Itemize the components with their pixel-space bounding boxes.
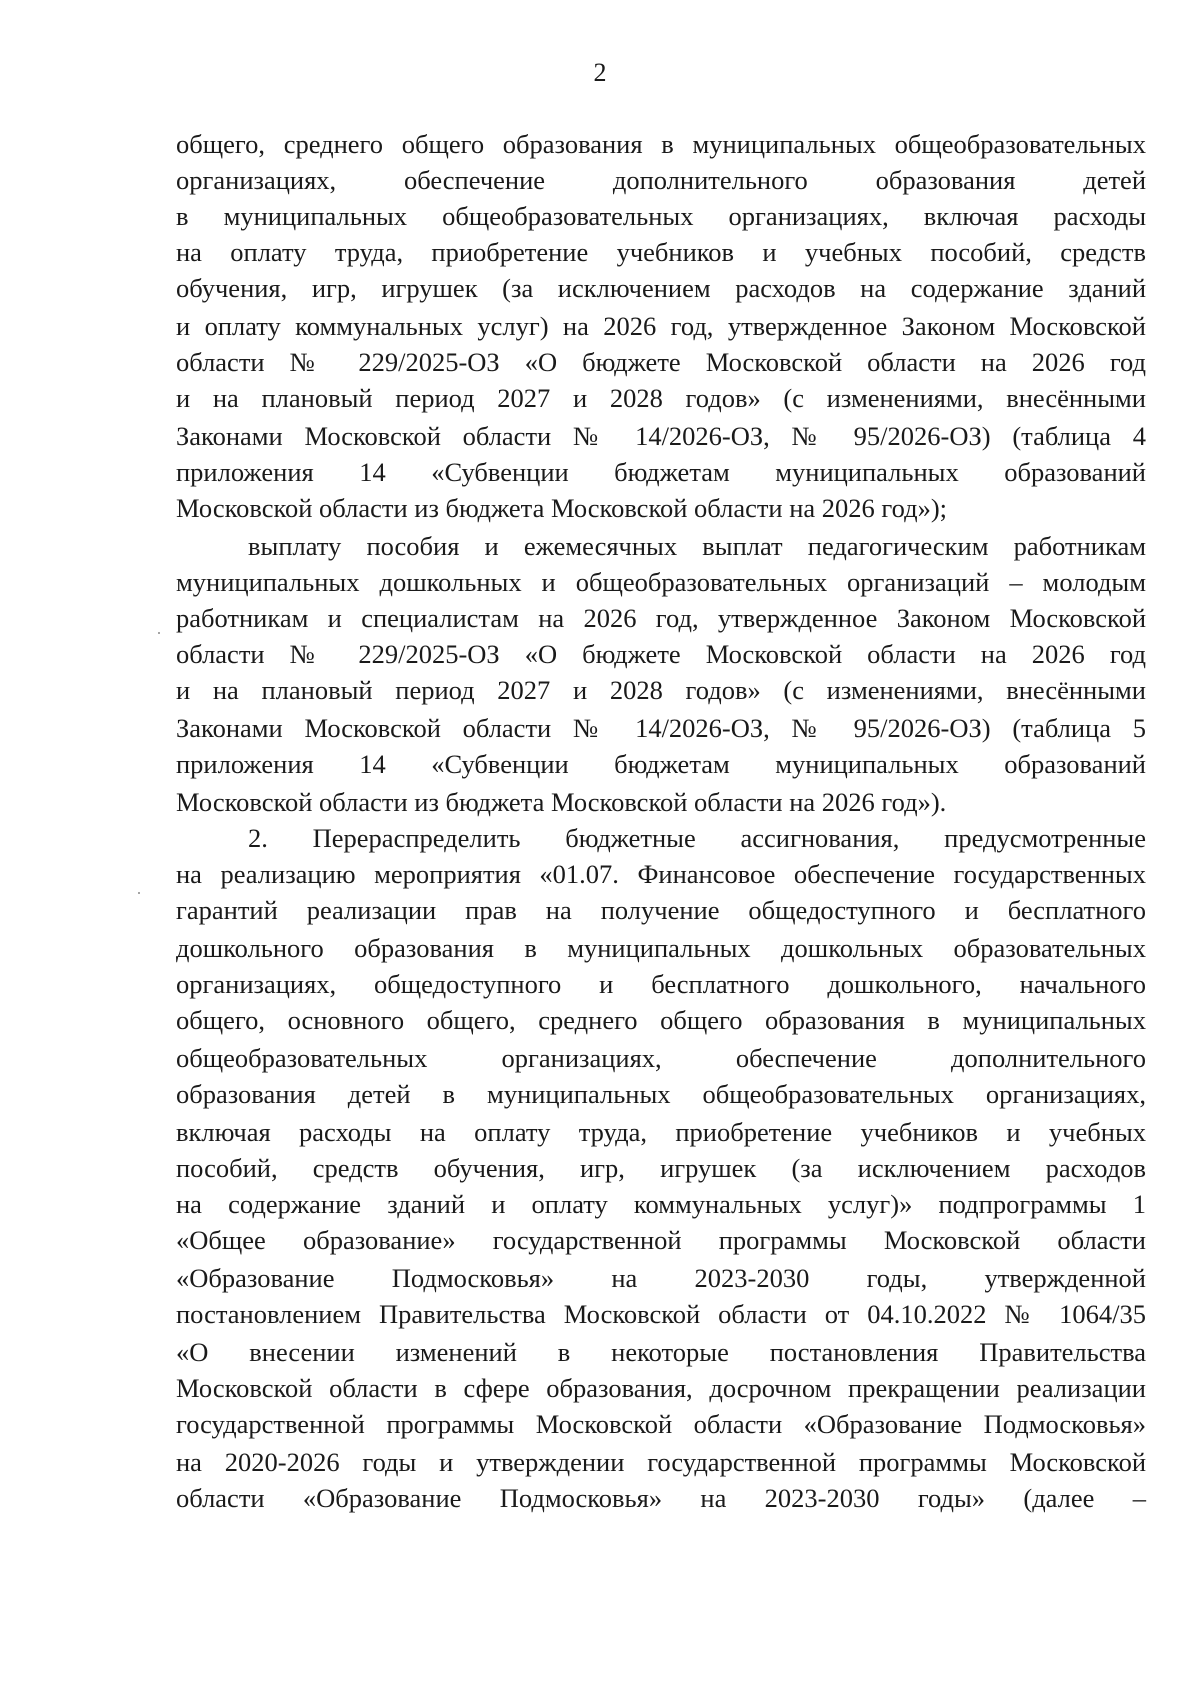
text-line: на реализацию мероприятия «01.07. Финансовое обеспечение государственных (176, 859, 1146, 889)
text-line: 2. Перераспределить бюджетные ассигнования, предусмотренные (248, 823, 1146, 853)
text-line: общего, среднего общего образования в муниципальных общеобразовательных (176, 129, 1146, 159)
text-line: Московской области в сфере образования, досрочном прекращении реализации (176, 1373, 1146, 1403)
text-line: Законами Московской области № 14/2026-ОЗ, № 95/2026-ОЗ) (таблица 5 (176, 713, 1146, 743)
text-line: организациях, общедоступного и бесплатного дошкольного, начального (176, 969, 1146, 999)
text-line: «Общее образование» государственной программы Московской области (176, 1225, 1146, 1255)
text-line: области «Образование Подмосковья» на 2023-2030 годы» (далее – (176, 1483, 1146, 1513)
text-line: общего, основного общего, среднего общего образования в муниципальных (176, 1005, 1146, 1035)
text-line: работникам и специалистам на 2026 год, утвержденное Законом Московской (176, 603, 1146, 633)
text-line: Московской области из бюджета Московской области на 2026 год»); (176, 493, 948, 523)
text-line: Московской области из бюджета Московской области на 2026 год»). (176, 787, 947, 817)
text-line: Законами Московской области № 14/2026-ОЗ, № 95/2026-ОЗ) (таблица 4 (176, 421, 1146, 451)
text-line: включая расходы на оплату труда, приобретение учебников и учебных (176, 1117, 1146, 1147)
text-line: образования детей в муниципальных общеобразовательных организациях, (176, 1079, 1146, 1109)
page-number: 2 (593, 58, 607, 87)
text-line: гарантий реализации прав на получение общедоступного и бесплатного (176, 895, 1146, 925)
text-line: в муниципальных общеобразовательных организациях, включая расходы (176, 201, 1146, 231)
text-line: общеобразовательных организациях, обеспечение дополнительного (176, 1043, 1146, 1073)
text-line: «Образование Подмосковья» на 2023-2030 годы, утвержденной (176, 1263, 1146, 1293)
scan-speck (158, 632, 160, 634)
text-line: и на плановый период 2027 и 2028 годов» (с изменениями, внесёнными (176, 675, 1146, 705)
text-line: на содержание зданий и оплату коммунальных услуг)» подпрограммы 1 (176, 1189, 1146, 1219)
text-line: муниципальных дошкольных и общеобразовательных организаций – молодым (176, 567, 1146, 597)
text-line: выплату пособия и ежемесячных выплат педагогическим работникам (248, 531, 1146, 561)
text-line: «О внесении изменений в некоторые постановления Правительства (176, 1337, 1146, 1367)
text-line: государственной программы Московской области «Образование Подмосковья» (176, 1409, 1146, 1439)
text-line: на 2020-2026 годы и утверждении государственной программы Московской (176, 1447, 1146, 1477)
text-line: обучения, игр, игрушек (за исключением расходов на содержание зданий (176, 273, 1146, 303)
text-line: области № 229/2025-ОЗ «О бюджете Московской области на 2026 год (176, 347, 1146, 377)
text-line: и на плановый период 2027 и 2028 годов» (с изменениями, внесёнными (176, 383, 1146, 413)
scan-speck (138, 892, 140, 894)
text-line: области № 229/2025-ОЗ «О бюджете Московской области на 2026 год (176, 639, 1146, 669)
text-line: приложения 14 «Субвенции бюджетам муниципальных образований (176, 749, 1146, 779)
text-line: пособий, средств обучения, игр, игрушек (за исключением расходов (176, 1153, 1146, 1183)
text-line: и оплату коммунальных услуг) на 2026 год, утвержденное Законом Московской (176, 311, 1146, 341)
text-line: организациях, обеспечение дополнительного образования детей (176, 165, 1146, 195)
text-line: постановлением Правительства Московской области от 04.10.2022 № 1064/35 (176, 1299, 1146, 1329)
text-line: дошкольного образования в муниципальных дошкольных образовательных (176, 933, 1146, 963)
text-line: приложения 14 «Субвенции бюджетам муниципальных образований (176, 457, 1146, 487)
text-line: на оплату труда, приобретение учебников и учебных пособий, средств (176, 237, 1146, 267)
